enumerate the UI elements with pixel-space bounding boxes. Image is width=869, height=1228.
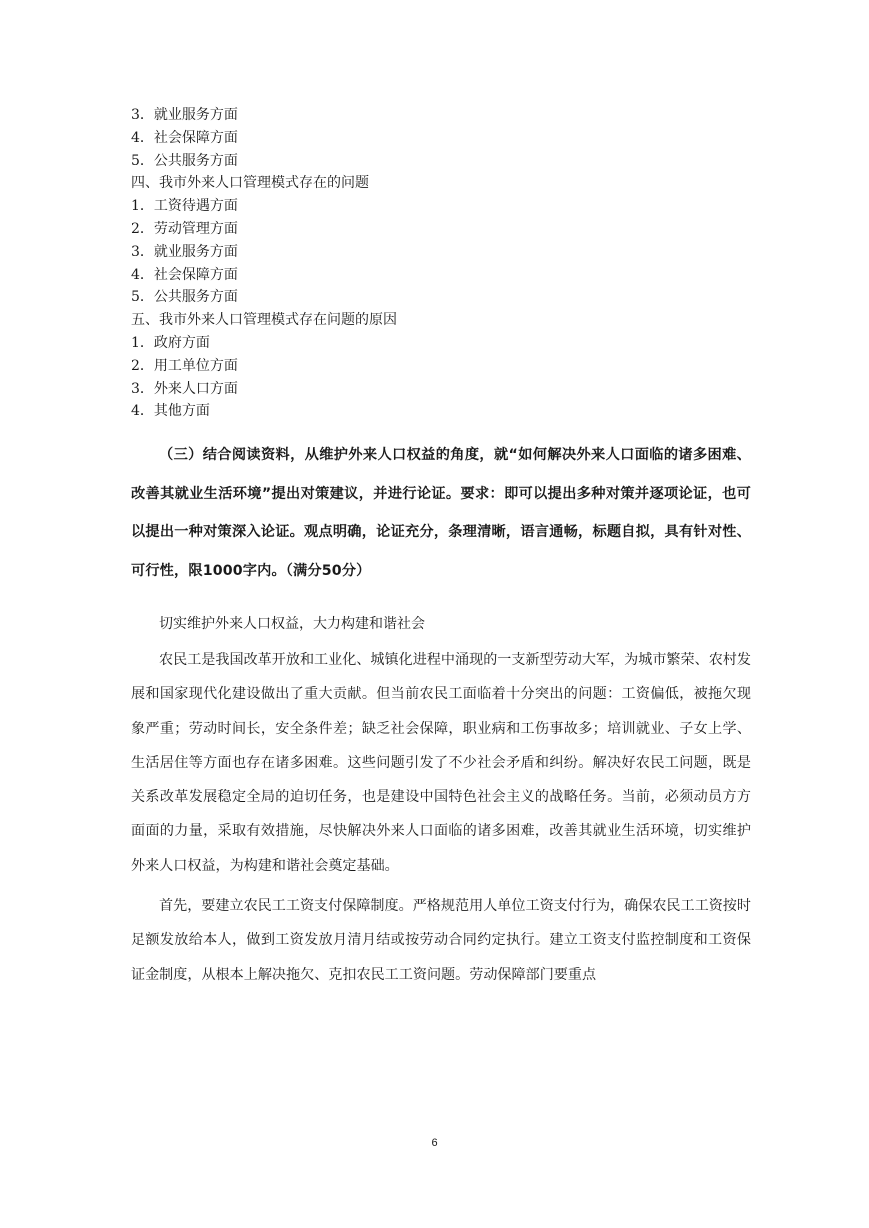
essay-body [131, 606, 751, 998]
outline-heading: 四、我市外来人口管理模式存在的问题 [131, 175, 369, 192]
outline-item: 4．其他方面 [131, 403, 210, 420]
outline-item: 4．社会保障方面 [131, 129, 238, 146]
outline-heading: 五、我市外来人口管理模式存在问题的原因 [131, 312, 397, 329]
outline-item: 2．用工单位方面 [131, 357, 238, 374]
outline-item: 1．工资待遇方面 [131, 198, 238, 215]
outline-item: 5．公共服务方面 [131, 152, 238, 169]
outline-item: 1．政府方面 [131, 334, 210, 351]
essay-paragraph: 首先，要建立农民工工资支付保障制度。严格规范用人单位工资支付行为，确保农民工工资按时足额发放给本人，做到工资发放月清月结或按劳动合同约定执行。建立工资支付监控制度和工资保证金制度，从根本上解决拖欠、克扣农民工工资问题。劳动保障部门要重点 [131, 898, 751, 983]
essay-title: 切实维护外来人口权益，大力构建和谐社会 [159, 616, 425, 632]
outline-item: 3．就业服务方面 [131, 243, 238, 260]
outline-item: 3．就业服务方面 [131, 107, 238, 123]
outline-item: 4．社会保障方面 [131, 266, 238, 283]
outline-item: 2．劳动管理方面 [131, 220, 238, 237]
outline-item: 3．外来人口方面 [131, 380, 238, 397]
outline-item: 5．公共服务方面 [131, 289, 238, 306]
question-prompt: （三）结合阅读资料，从维护外来人口权益的角度，就“如何解决外来人口面临的诸多困难、改善其就业生活环境”提出对策建议，并进行论证。要求：即可以提出多种对策并逐项论证，也可以提出一种对策深入论证。观点明确，论证充分，条理清晰，语言通畅，标题自拟，具有针对性、可行性，限1000字内。（满分50分） [131, 447, 751, 579]
essay-paragraph: 农民工是我国改革开放和工业化、城镇化进程中涌现的一支新型劳动大军，为城市繁荣、农村发展和国家现代化建设做出了重大贡献。但当前农民工面临着十分突出的问题：工资偏低，被拖欠现象严重；劳动时间长，安全条件差；缺乏社会保障，职业病和工伤事故多；培训就业、子女上学、生活居住等方面也存在诸多困难。这些问题引发了不少社会矛盾和纠纷。解决好农民工问题，既是关系改革发展稳定全局的迫切任务，也是建设中国特色社会主义的战略任务。当前，必须动员方方面面的力量，采取有效措施，尽快解决外来人口面临的诸多困难，改善其就业生活环境，切实维护外来人口权益，为构建和谐社会奠定基础。 [131, 652, 751, 874]
outline-list [131, 104, 751, 423]
page-number: 6 [431, 1137, 438, 1149]
